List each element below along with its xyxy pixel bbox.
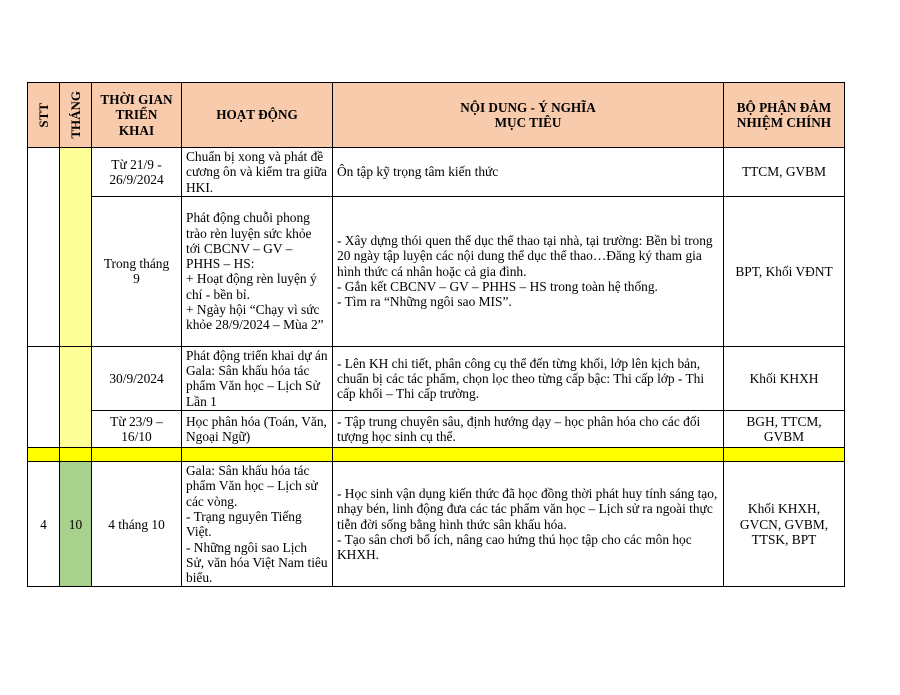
table-row [28, 196, 845, 346]
month-cell [60, 148, 92, 347]
table-row [28, 346, 845, 410]
table-header-row [28, 83, 845, 148]
table-row [28, 411, 845, 448]
header-activity: HOẠT ĐỘNG [182, 83, 333, 148]
content-cell: - Lên KH chi tiết, phân công cụ thể đến từng khối, lớp lên kịch bản, chuẩn bị các tác phẩm, chọn lọc theo từng cấp bậc: Thi cấp lớp - Thi cấp khối – Thi cấp trường. [333, 346, 724, 410]
dept-cell: BPT, Khối VĐNT [724, 196, 845, 346]
activity-cell: Phát động triển khai dự án Gala: Sân khấu hóa tác phẩm Văn học – Lịch Sử Lần 1 [182, 346, 333, 410]
content-cell: - Xây dựng thói quen thể dục thể thao tại nhà, tại trường: Bền bỉ trong 20 ngày tập luyện các nội dung thể dục thể thao…Đăng ký tham gia hình thức cá nhân hoặc cả gia đình. - Gắn kết CBCNV – GV – PHHS – HS trong toàn hệ thống. - Tìm ra “Những ngôi sao MIS”. [333, 196, 724, 346]
table-row [28, 462, 845, 587]
content-cell: - Học sinh vận dụng kiến thức đã học đồng thời phát huy tính sáng tạo, nhạy bén, linh động đưa các tác phẩm văn học – Lịch sử ra ngoài thực tiễn đời sống bằng hình thức sân khấu hóa. - Tạo sân chơi bổ ích, nâng cao hứng thú học tập cho các môn học KHXH. [333, 462, 724, 587]
content-cell: - Tập trung chuyên sâu, định hướng dạy – học phân hóa cho các đối tượng học sinh cụ thể. [333, 411, 724, 448]
header-stt: STT [28, 83, 60, 148]
content-cell: Ôn tập kỹ trọng tâm kiến thức [333, 148, 724, 197]
header-dept: BỘ PHẬN ĐẢM NHIỆM CHÍNH [724, 83, 845, 148]
dept-cell: Khối KHXH [724, 346, 845, 410]
separator-cell [333, 448, 724, 462]
separator-cell [724, 448, 845, 462]
dept-cell: BGH, TTCM, GVBM [724, 411, 845, 448]
separator-cell [92, 448, 182, 462]
activity-cell: Phát động chuỗi phong trào rèn luyện sức khỏe tới CBCNV – GV – PHHS – HS: + Hoạt động rèn luyện ý chí - bền bỉ. + Ngày hội “Chạy vì sức khỏe 28/9/2024 – Mùa 2” [182, 196, 333, 346]
separator-row [28, 448, 845, 462]
stt-cell [28, 346, 60, 447]
separator-cell [28, 448, 60, 462]
activity-cell: Gala: Sân khấu hóa tác phẩm Văn học – Lịch sử các vòng. - Trạng nguyên Tiếng Việt. - Những ngôi sao Lịch Sử, văn hóa Việt Nam tiêu biểu. [182, 462, 333, 587]
time-cell: Từ 21/9 - 26/9/2024 [92, 148, 182, 197]
dept-cell: TTCM, GVBM [724, 148, 845, 197]
time-cell: Trong tháng 9 [92, 196, 182, 346]
stt-cell [28, 148, 60, 347]
activity-plan-table [27, 82, 845, 587]
time-cell: 4 tháng 10 [92, 462, 182, 587]
month-cell: 10 [60, 462, 92, 587]
activity-cell: Học phân hóa (Toán, Văn, Ngoại Ngữ) [182, 411, 333, 448]
header-month: THÁNG [60, 83, 92, 148]
header-content: NỘI DUNG - Ý NGHĨA MỤC TIÊU [333, 83, 724, 148]
table-row [28, 148, 845, 197]
activity-cell: Chuẩn bị xong và phát đề cương ôn và kiểm tra giữa HKI. [182, 148, 333, 197]
time-cell: 30/9/2024 [92, 346, 182, 410]
separator-cell [60, 448, 92, 462]
time-cell: Từ 23/9 – 16/10 [92, 411, 182, 448]
stt-cell: 4 [28, 462, 60, 587]
separator-cell [182, 448, 333, 462]
header-time: THỜI GIAN TRIỂN KHAI [92, 83, 182, 148]
dept-cell: Khối KHXH, GVCN, GVBM, TTSK, BPT [724, 462, 845, 587]
month-cell [60, 346, 92, 447]
